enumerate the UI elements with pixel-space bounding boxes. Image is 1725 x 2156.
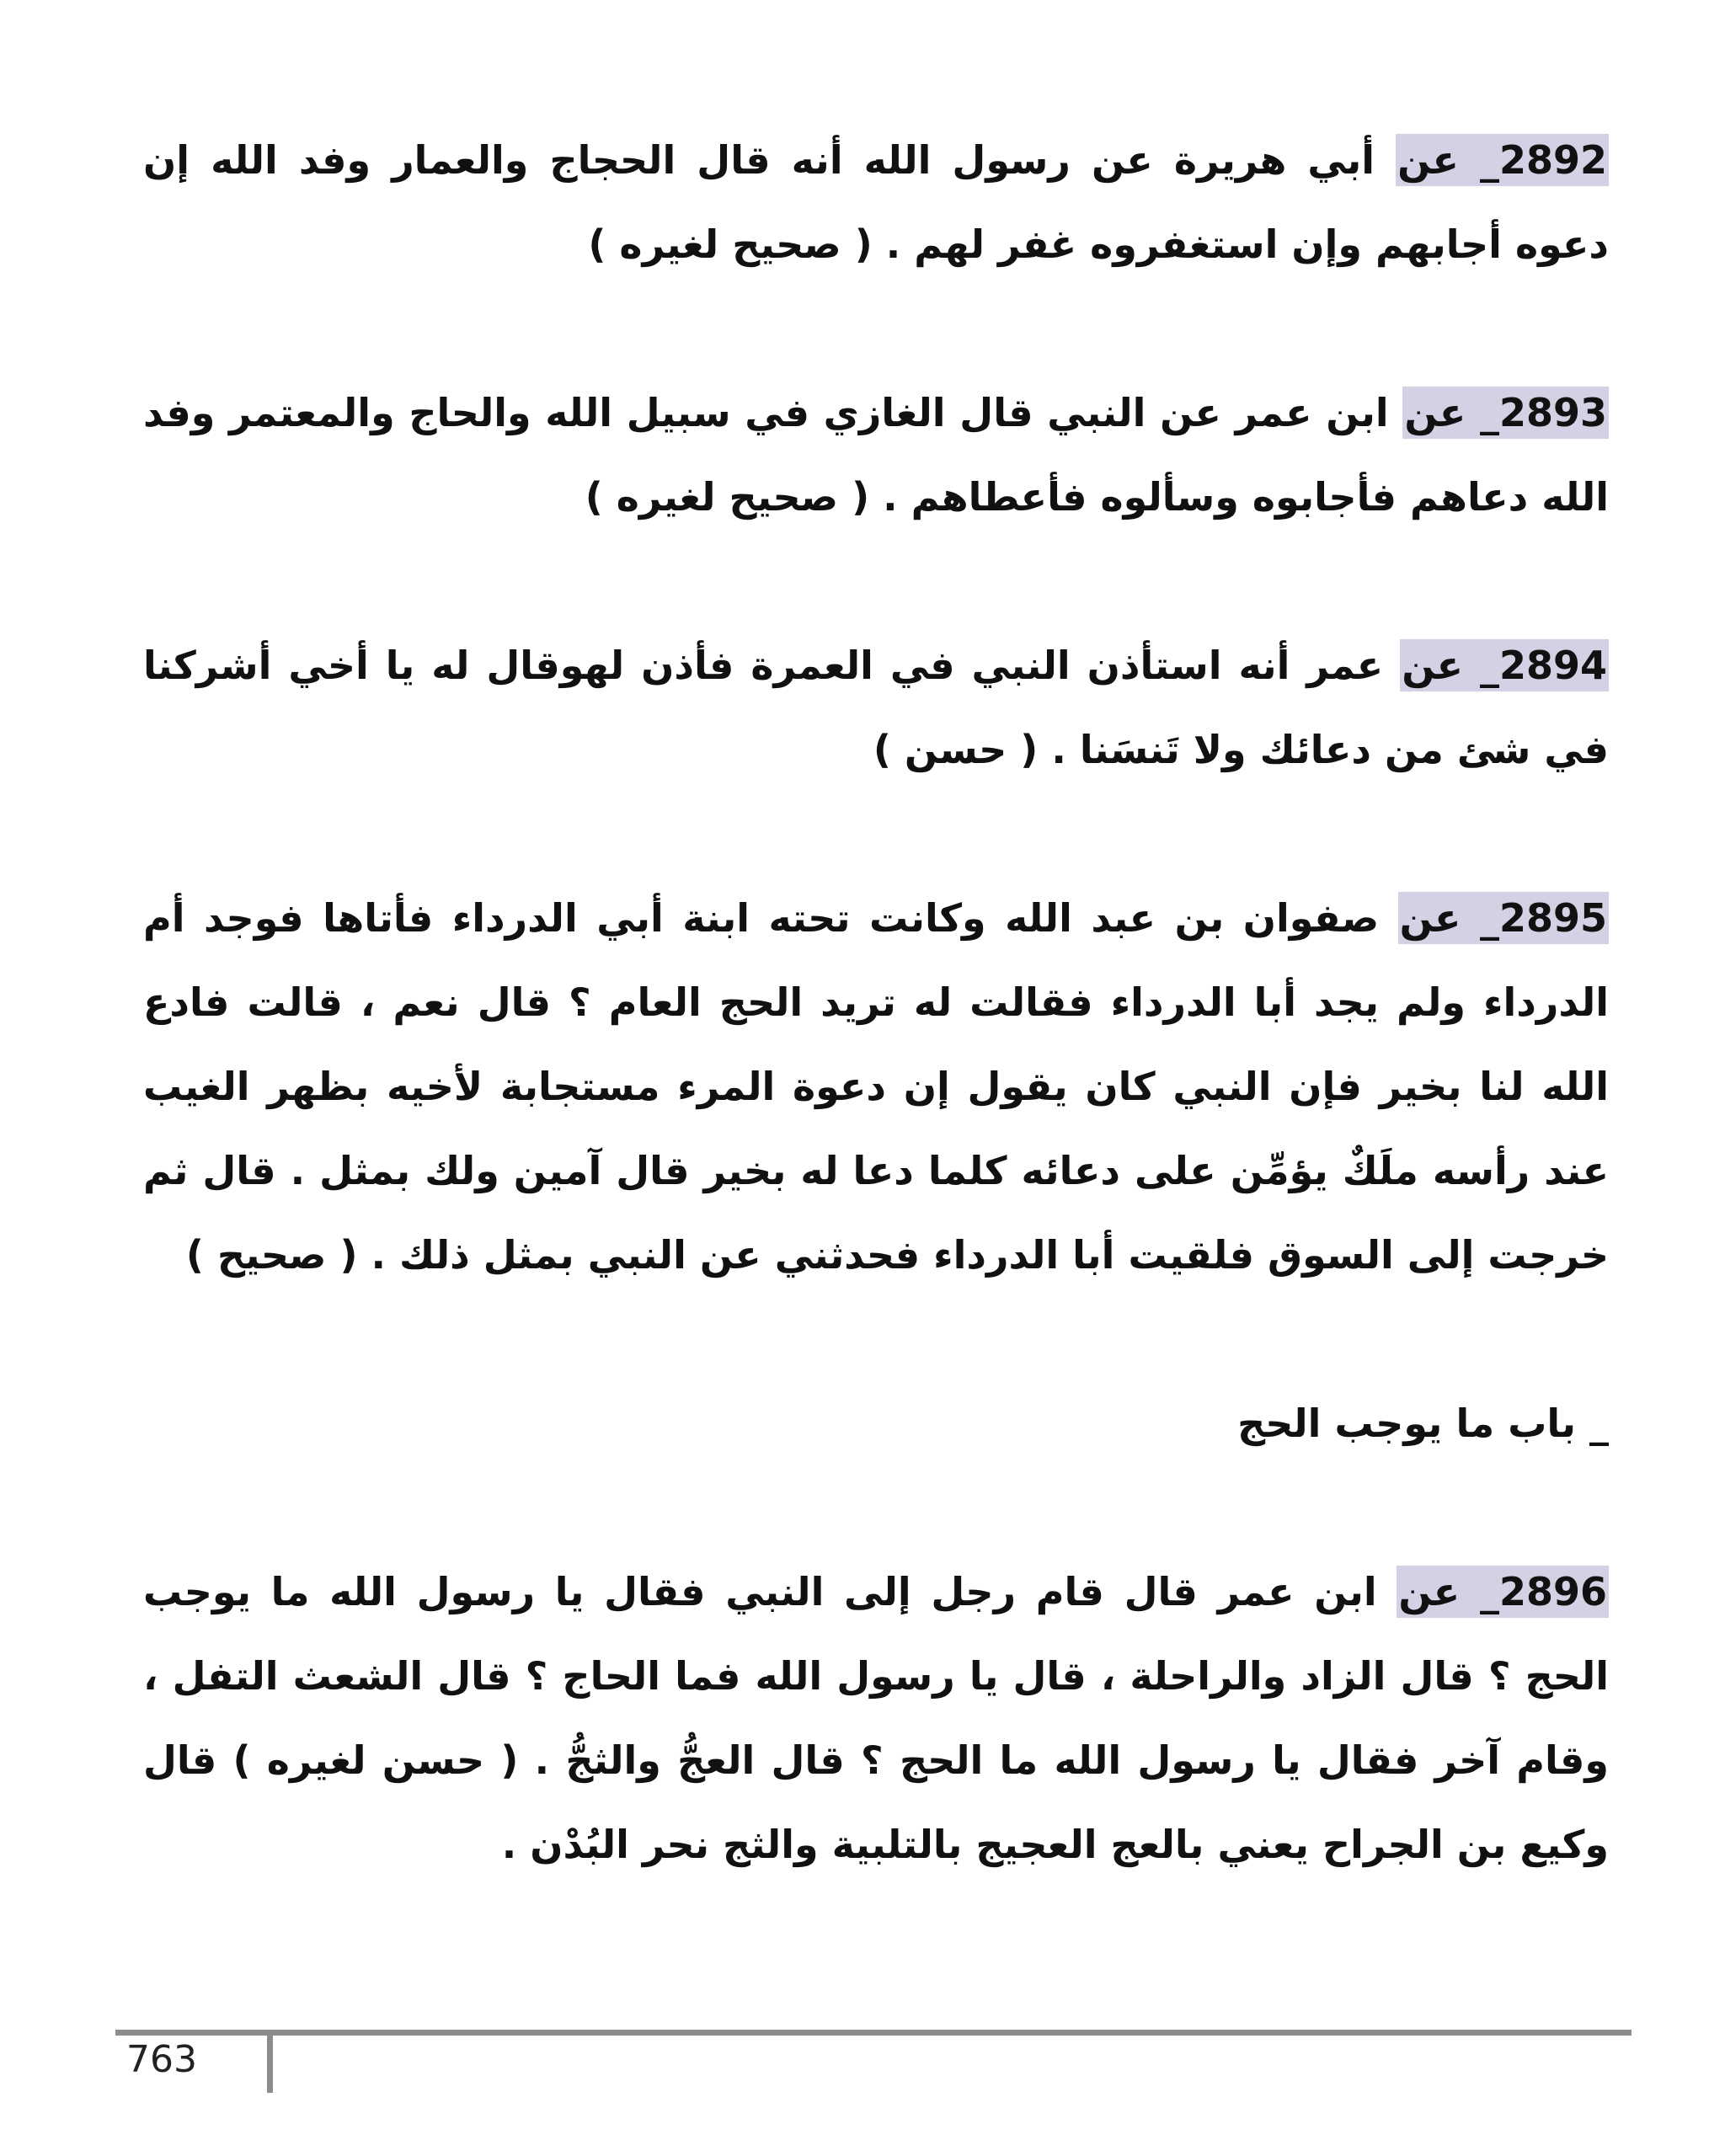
hadith-2894 <box>143 623 1609 792</box>
hadith-number: 2896_ عن <box>1397 1566 1609 1618</box>
hadith-2893 <box>143 371 1609 539</box>
footer-rule <box>115 2030 1632 2036</box>
hadith-number: 2894_ عن <box>1400 639 1609 691</box>
page-content <box>143 118 1609 1971</box>
hadith-2896 <box>143 1550 1609 1886</box>
page-number: 763 <box>126 2038 197 2081</box>
hadith-2892 <box>143 118 1609 286</box>
hadith-number: 2895_ عن <box>1398 892 1609 944</box>
hadith-text: ابن عمر قال قام رجل إلى النبي فقال يا رسول الله ما يوجب الحج ؟ قال الزاد والراحلة ، قال يا رسول الله فما الحاج ؟ قال الشعث التفل ، وقام آخر فقال يا رسول الله ما الحج ؟ قال العجُّ والثجُّ . ( حسن لغيره ) قال وكيع بن الجراح يعني بالعج العجيج بالتلبية والثج نحر البُدْن . <box>143 1569 1609 1867</box>
hadith-text: عمر أنه استأذن النبي في العمرة فأذن لهوقال له يا أخي أشركنا في شئ من دعائك ولا تَنسَنا . ( حسن ) <box>143 643 1609 772</box>
hadith-text: ابن عمر عن النبي قال الغازي في سبيل الله والحاج والمعتمر وفد الله دعاهم فأجابوه وسألوه فأعطاهم . ( صحيح لغيره ) <box>143 390 1609 520</box>
footer-divider <box>267 2030 273 2093</box>
hadith-text: صفوان بن عبد الله وكانت تحته ابنة أبي الدرداء فأتاها فوجد أم الدرداء ولم يجد أبا الدرداء فقالت له تريد الحج العام ؟ قال نعم ، قالت فادع الله لنا بخير فإن النبي كان يقول إن دعوة المرء مستجابة لأخيه بظهر الغيب عند رأسه ملَكٌ يؤمِّن على دعائه كلما دعا له بخير قال آمين ولك بمثل . قال ثم خرجت إلى السوق فلقيت أبا الدرداء فحدثني عن النبي بمثل ذلك . ( صحيح ) <box>143 895 1609 1278</box>
hadith-2895 <box>143 876 1609 1297</box>
hadith-text: أبي هريرة عن رسول الله أنه قال الحجاج والعمار وفد الله إن دعوه أجابهم وإن استغفروه غفر لهم . ( صحيح لغيره ) <box>143 137 1609 267</box>
hadith-number: 2893_ عن <box>1402 387 1609 439</box>
chapter-title: _ باب ما يوجب الحج <box>1237 1401 1609 1446</box>
hadith-number: 2892_ عن <box>1396 134 1609 186</box>
